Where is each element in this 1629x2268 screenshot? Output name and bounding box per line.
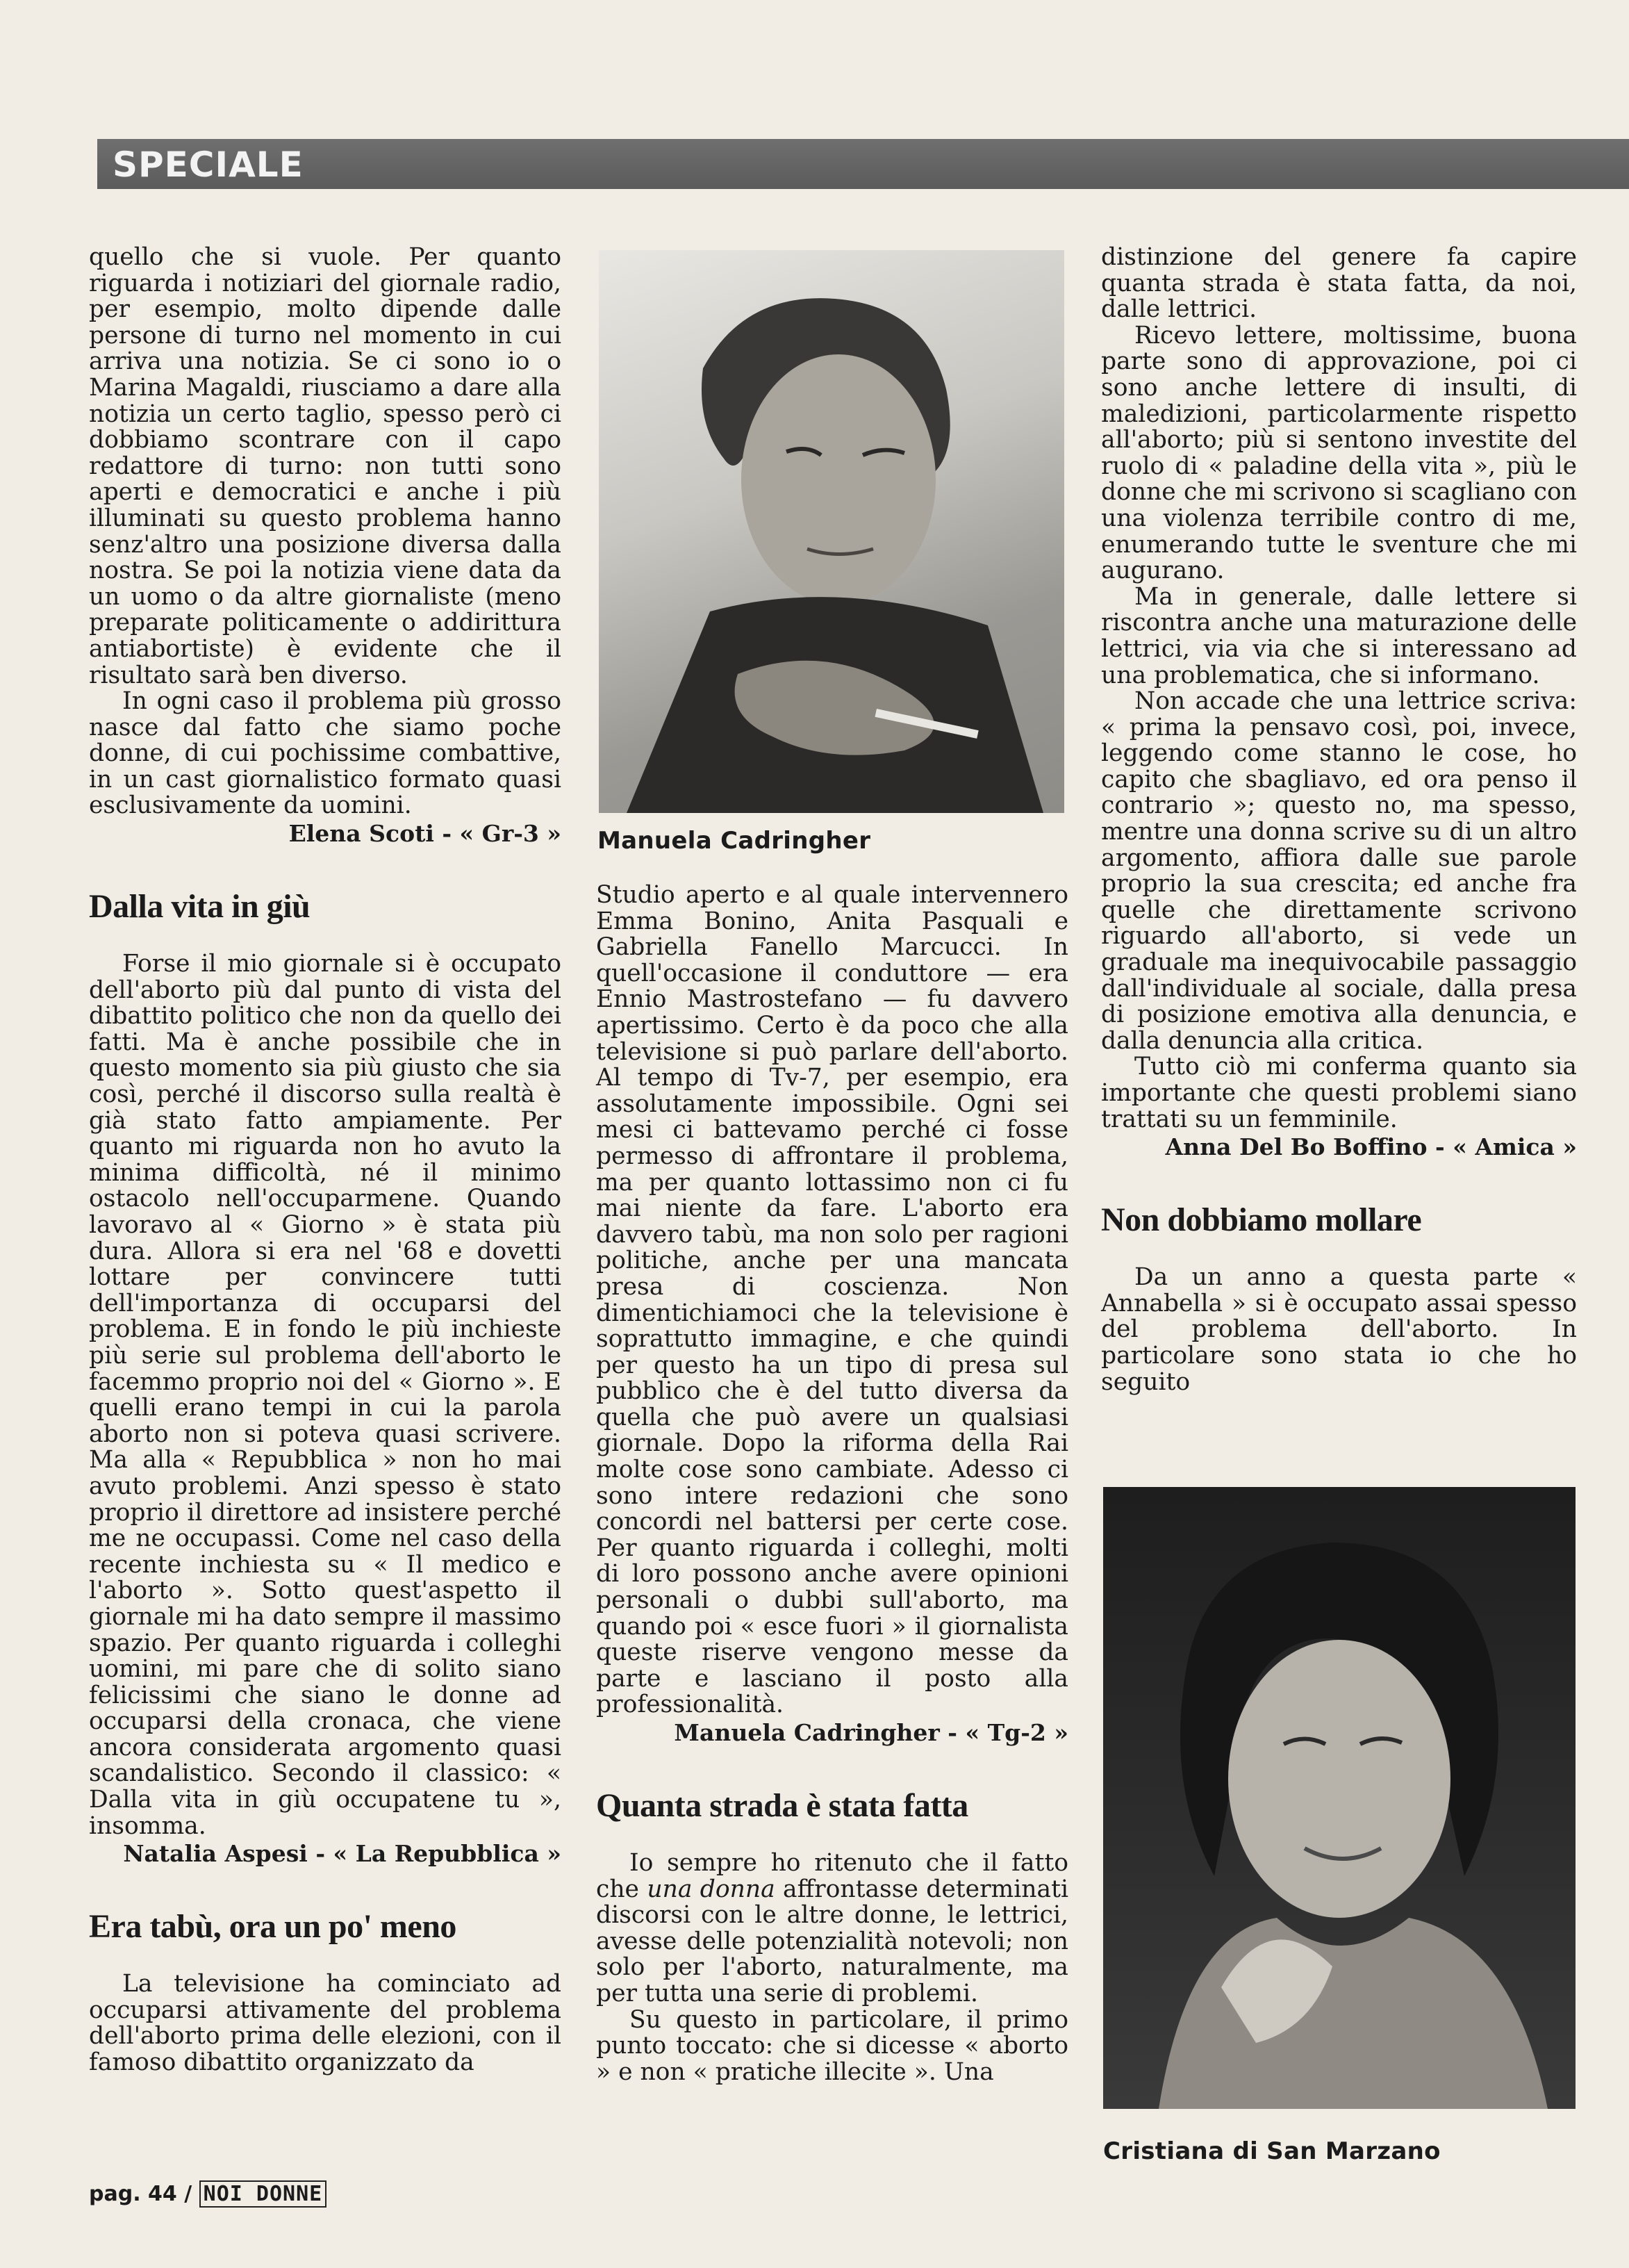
section-header-bar — [97, 139, 1629, 189]
paragraph: La televisione ha cominciato ad occuparsi attivamente del problema dell'aborto prima delle elezioni, con il famoso dibattito organizzato da — [89, 1970, 561, 2077]
portrait-photo-cristiana — [1103, 1487, 1576, 2109]
paragraph: In ogni caso il problema più grosso nasce dal fatto che siamo poche donne, di cui pochissime combattive, in un cast giornalistico formato quasi esclusivamente da uomini. — [89, 687, 561, 820]
photo-caption: Manuela Cadringher — [597, 827, 871, 855]
byline: Natalia Aspesi - « La Repubblica » — [123, 1840, 561, 1868]
section-title: Non dobbiamo mollare — [1101, 1201, 1422, 1239]
photo-caption: Cristiana di San Marzano — [1103, 2137, 1441, 2165]
article-column-2 — [596, 882, 1068, 2085]
text-run: Io sempre ho ritenuto che il fatto che — [596, 1849, 1068, 1903]
article-column-3 — [1101, 245, 1577, 1395]
page-number: pag. 44 / — [89, 2182, 192, 2206]
section-label: SPECIALE — [113, 145, 304, 185]
paragraph: Forse il mio giornale si è occupato dell'aborto più dal punto di vista del dibattito politico che non da quello dei fatti. Ma è anche possibile che in questo momento sia più giusto che sia così, perché il discorso sulla realtà è già stato fatto ampiamente. Per quanto mi riguarda non ho avuto la minima difficoltà, né il minimo ostacolo nell'occuparmene. Quando lavoravo al « Giorno » è stata più dura. Allora si era nel '68 e dovetti lottare per convincere tutti dell'importanza di occuparsi del problema. E in fondo le più inchieste più serie sul problema dell'aborto le facemmo proprio noi del « Giorno ». E quelli erano tempi in cui la parola aborto non si poteva quasi scrivere. Ma alla « Repubblica » non ho mai avuto problemi. Anzi spesso è stato proprio il direttore ad insistere perché me ne occupassi. Come nel caso della recente inchiesta su « Il medico e l'aborto ». Sotto quest'aspetto il giornale mi ha dato sempre il massimo spazio. Per quanto riguarda i colleghi uomini, mi pare che di solito siano felicissimi che siano le donne ad occuparsi della cronaca, che viene ancora considerata argomento quasi scandalistico. Secondo il classico: « Dalla vita in giù occupatene tu », insomma. — [89, 950, 561, 1840]
text-run: affrontasse determinati discorsi con le altre donne, le lettrici, avesse delle potenzialità notevoli; non solo per l'aborto, naturalmente, ma per tutta una serie di problemi. — [596, 1875, 1068, 2007]
paragraph: Non accade che una lettrice scriva: « prima la pensavo così, poi, invece, leggendo come stanno le cose, ho capito che sbagliavo, ed ora penso il contrario »; questo no, ma spesso, mentre una donna scrive su di un altro argomento, affiora dalle sue parole proprio la sua crescita; ed anche fra quelle che direttamente scrivono riguardo all'aborto, si vede un graduale ma inequivocabile passaggio dall'individuale al sociale, dalla presa di posizione emotiva alla denuncia, e dalla denuncia alla critica. — [1101, 687, 1577, 1055]
byline: Manuela Cadringher - « Tg-2 » — [674, 1719, 1068, 1746]
emphasis-text: una donna — [647, 1875, 775, 1903]
paragraph: Ma in generale, dalle lettere si riscontra anche una maturazione delle lettrici, via via che si interessano ad una problematica, che si informano. — [1101, 582, 1577, 689]
article-column-1 — [89, 245, 561, 2076]
paragraph: distinzione del genere fa capire quanta strada è stata fatta, da noi, dalle lettrici. — [1101, 243, 1577, 324]
page-footer — [89, 2182, 326, 2206]
paragraph — [596, 1850, 1068, 2007]
paragraph: Ricevo lettere, moltissime, buona parte sono di approvazione, poi ci sono anche lettere di insulti, di maledizioni, particolarmente rispetto all'aborto; più si sentono investite del ruolo di « paladine della vita », più le donne che mi scrivono si scagliano con una violenza terribile contro di me, enumerando tutte le sventure che mi augurano. — [1101, 321, 1577, 585]
portrait-illustration — [599, 250, 1064, 813]
paragraph: Studio aperto e al quale intervennero Emma Bonino, Anita Pasquali e Gabriella Fanello Marcucci. In quell'occasione il conduttore — era Ennio Mastrostefano — fu davvero apertissimo. Certo è da poco che alla televisione si può parlare dell'aborto. Al tempo di Tv-7, per esempio, era assolutamente impossibile. Ogni sei mesi ci battevamo perché ci fosse permesso di affrontare il problema, ma per quanto lottassimo non ci fu mai niente da fare. L'aborto era davvero tabù, ma non solo per ragioni politiche, anche per una mancata presa di coscienza. Non dimentichiamoci che la televisione è soprattutto immagine, e che quindi per questo ha un tipo di presa sul pubblico che è del tutto diversa da quella che può avere un qualsiasi giornale. Dopo la riforma della Rai molte cose sono cambiate. Adesso ci sono intere redazioni che sono concordi nel battersi per certe cose. Per quanto riguarda i colleghi, molti di loro possono anche avere opinioni personali o dubbi sull'aborto, ma quando poi « esce fuori » il giornalista queste riserve vengono messe da parte e lasciano il posto alla professionalità. — [596, 881, 1068, 1719]
paragraph: Tutto ciò mi conferma quanto sia importante che questi problemi siano trattati su un femminile. — [1101, 1053, 1577, 1133]
paragraph: Da un anno a questa parte « Annabella » si è occupato assai spesso del problema dell'aborto. In particolare sono stata io che ho seguito — [1101, 1263, 1577, 1396]
paragraph: quello che si vuole. Per quanto riguarda i notiziari del giornale radio, per esempio, molto dipende dalle persone di turno nel momento in cui arriva una notizia. Se ci sono io o Marina Magaldi, riusciamo a dare alla notizia un certo taglio, spesso però ci dobbiamo scontrare con il capo redattore di turno: non tutti sono aperti e democratici e anche i più illuminati su questo problema hanno senz'altro una posizione diversa dalla nostra. Se poi la notizia viene data da un uomo o da altre giornaliste (meno preparate politicamente o addirittura antiabortiste) è evidente che il risultato sarà ben diverso. — [89, 243, 561, 689]
paragraph: Su questo in particolare, il primo punto toccato: che si dicesse « aborto » e non « pratiche illecite ». Una — [596, 2005, 1068, 2086]
portrait-photo-manuela — [599, 250, 1064, 813]
section-title: Era tabù, ora un po' meno — [89, 1908, 456, 1946]
byline: Anna Del Bo Boffino - « Amica » — [1165, 1133, 1577, 1161]
portrait-illustration — [1103, 1487, 1576, 2109]
magazine-logo: NOI DONNE — [199, 2180, 327, 2208]
section-title: Dalla vita in giù — [89, 888, 311, 926]
section-title: Quanta strada è stata fatta — [596, 1787, 968, 1824]
byline: Elena Scoti - « Gr-3 » — [288, 820, 561, 848]
